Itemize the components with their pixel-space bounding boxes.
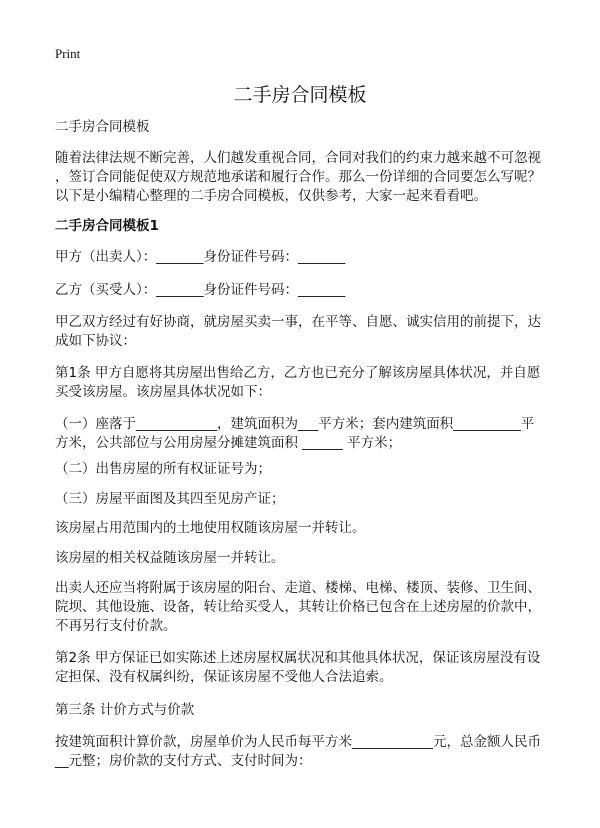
paragraph: [55, 519, 555, 538]
paragraph: [55, 733, 555, 771]
paragraph: [55, 281, 555, 300]
paragraph-line: （一）座落于____________，建筑面积为___平方米；套内建筑面积__________平: [55, 416, 535, 432]
paragraph: [55, 490, 555, 509]
paragraph-line: 二手房合同模板: [55, 119, 150, 135]
paragraph: [55, 549, 555, 568]
paragraph-line: 随着法律法规不断完善，人们越发重视合同，合同对我们的约束力越来越不可忽视: [55, 150, 541, 166]
paragraph-line: 买受该房屋。该房屋具体状况如下：: [55, 384, 271, 400]
paragraph-line: 第1条 甲方自愿将其房屋出售给乙方，乙方也已充分了解该房屋具体状况，并自愿: [55, 365, 541, 381]
paragraph-line: 第三条 计价方式与价款: [55, 702, 195, 718]
paragraph-line: （二）出售房屋的所有权证证号为；: [55, 461, 271, 477]
paragraph: [55, 364, 555, 402]
paragraph: [55, 313, 555, 351]
paragraph-line: 乙方（买受人）：_______身份证件号码：_______: [55, 282, 346, 298]
paragraph-line: 方米，公共部位与公用房屋分摊建筑面积 ______ 平方米；: [55, 435, 402, 451]
paragraph: [55, 118, 555, 137]
paragraph-line: 院坝、其他设施、设备，转让给买受人，其转让价格已包含在上述房屋的价款中，: [55, 599, 541, 615]
print-link[interactable]: Print: [55, 46, 81, 61]
paragraph-line: 出卖人还应当将附属于该房屋的阳台、走道、楼梯、电梯、楼顶、装修、卫生间、: [55, 580, 541, 596]
paragraph: [55, 149, 555, 206]
paragraph-line: 成如下协议：: [55, 333, 136, 349]
paragraph-line: 按建筑面积计算价款，房屋单价为人民币每平方米____________元，总金额人民币: [55, 734, 541, 750]
paragraph: [55, 415, 555, 453]
page-title: 二手房合同模板: [233, 84, 367, 106]
paragraph: [55, 649, 555, 687]
paragraph-line: 甲乙双方经过有好协商，就房屋买卖一事，在平等、自愿、诚实信用的前提下，达: [55, 314, 541, 330]
paragraph-line: 二手房合同模板1: [55, 218, 159, 234]
paragraph-line: 不再另行支付价款。: [55, 618, 177, 634]
paragraph-line: 该房屋的相关权益随该房屋一并转让。: [55, 550, 285, 566]
paragraph-line: 定担保、没有权属纠纷，保证该房屋不受他人合法追索。: [55, 669, 393, 685]
paragraph-line: （三）房屋平面图及其四至见房产证；: [55, 491, 285, 507]
paragraph-line: 甲方（出卖人）：_______身份证件号码：_______: [55, 249, 346, 265]
paragraph: [55, 701, 555, 720]
paragraph: [55, 579, 555, 636]
paragraph: [55, 460, 555, 479]
paragraph-line: ，签订合同能促使双方规范地承诺和履行合作。那么一份详细的合同要怎么写呢？: [55, 169, 541, 185]
paragraph-line: 以下是小编精心整理的二手房合同模板，仅供参考，大家一起来看看吧。: [55, 188, 487, 204]
paragraph-line: 第2条 甲方保证已如实陈述上述房屋权属状况和其他具体状况，保证该房屋没有设: [55, 650, 541, 666]
paragraph: [55, 248, 555, 267]
paragraph-line: 该房屋占用范围内的土地使用权随该房屋一并转让。: [55, 520, 366, 536]
paragraph-line: __元整；房价款的支付方式、支付时间为：: [55, 753, 312, 769]
section-heading: [55, 217, 555, 236]
